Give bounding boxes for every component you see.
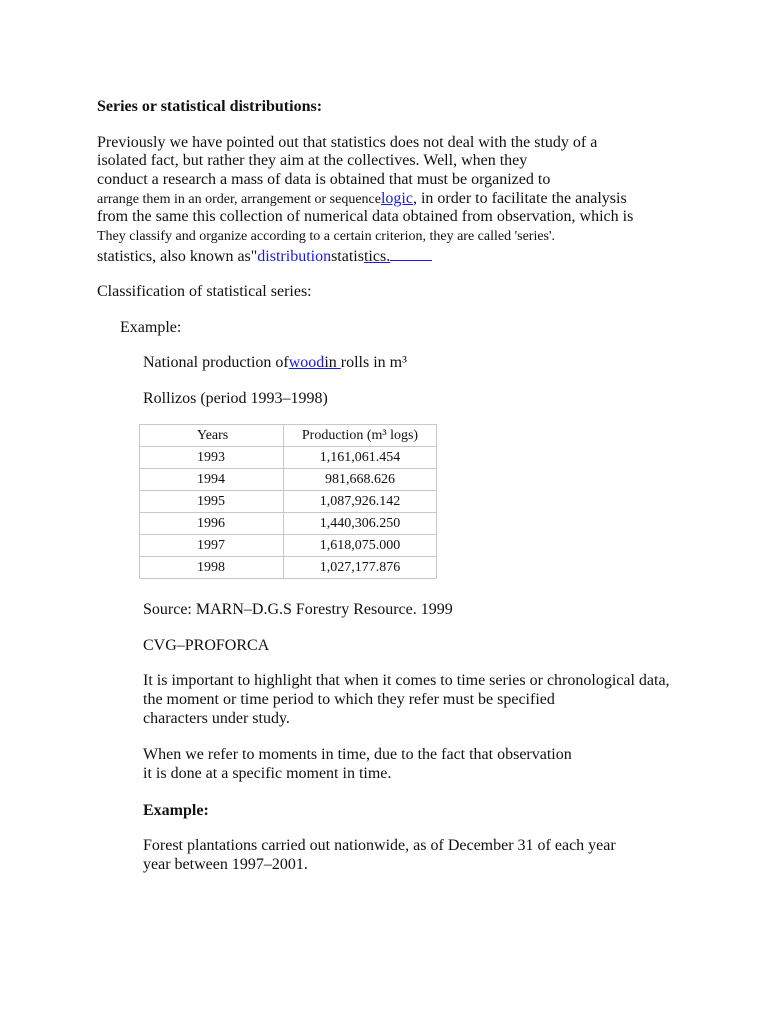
table-row: [140, 491, 437, 513]
classification-heading: Classification of statistical series:: [97, 283, 312, 300]
para2-line2: the moment or time period to which they refer must be specified: [143, 691, 555, 708]
para4-line2: year between 1997–2001.: [143, 856, 308, 873]
table-cell-production: 1,618,075.000: [284, 535, 437, 557]
table-cell-production: 1,161,061.454: [284, 447, 437, 469]
national-production-line: [143, 353, 407, 372]
table-row: [140, 535, 437, 557]
distribution-link[interactable]: distribution: [257, 248, 332, 265]
para4-line1: Forest plantations carried out nationwide, as of December 31 of each year: [143, 837, 616, 854]
example-label: Example:: [120, 319, 182, 336]
para1-line4-text: arrange them in an order, arrangement or sequence: [97, 192, 381, 207]
table-header-years: Years: [140, 425, 284, 447]
para1-line7-tics: tics.: [363, 248, 391, 265]
para1-line2: isolated fact, but rather they aim at the collectives. Well, when they: [97, 152, 528, 169]
underline-blank: [390, 246, 432, 261]
table-header-row: [140, 425, 437, 447]
table-cell-year: 1996: [140, 513, 284, 535]
table-row: [140, 469, 437, 491]
table-cell-production: 1,027,177.876: [284, 557, 437, 579]
para1-line5: from the same this collection of numerical data obtained from observation, which is: [97, 208, 634, 225]
table-cell-year: 1994: [140, 469, 284, 491]
para2-line3: characters under study.: [143, 710, 290, 727]
rollizos-caption: Rollizos (period 1993–1998): [143, 390, 328, 407]
para1-line6: They classify and organize according to a certain criterion, they are called 'series'.: [97, 229, 556, 244]
national-tail: rolls in m³: [340, 354, 407, 371]
table-row: [140, 557, 437, 579]
para1-line7: [97, 246, 432, 266]
national-text: National production of: [143, 354, 289, 371]
table-cell-year: 1998: [140, 557, 284, 579]
section-heading: Series or statistical distributions:: [97, 98, 323, 115]
table-row: [140, 447, 437, 469]
logic-link[interactable]: logic: [380, 190, 413, 207]
national-in: in: [324, 354, 341, 371]
para1-line1: Previously we have pointed out that statistics does not deal with the study of a: [97, 134, 598, 151]
table-cell-year: 1997: [140, 535, 284, 557]
table-header-production: Production (m³ logs): [284, 425, 437, 447]
table-row: [140, 513, 437, 535]
cvg-line: CVG–PROFORCA: [143, 637, 270, 654]
para1-line4: [97, 189, 627, 209]
table-cell-year: 1993: [140, 447, 284, 469]
production-table: [139, 424, 437, 579]
para3-line1: When we refer to moments in time, due to the fact that observation: [143, 746, 572, 763]
para3-line2: it is done at a specific moment in time.: [143, 765, 392, 782]
table-cell-production: 1,087,926.142: [284, 491, 437, 513]
table-cell-year: 1995: [140, 491, 284, 513]
para1-line3: conduct a research a mass of data is obtained that must be organized to: [97, 171, 551, 188]
table-cell-production: 981,668.626: [284, 469, 437, 491]
example-bold-label: Example:: [143, 802, 209, 819]
para2-line1: It is important to highlight that when it comes to time series or chronological data,: [143, 672, 670, 689]
para1-line4-tail: , in order to facilitate the analysis: [412, 190, 627, 207]
para1-line7-text: statistics, also known as": [97, 248, 258, 265]
para1-line7-statis: statis: [331, 248, 364, 265]
table-cell-production: 1,440,306.250: [284, 513, 437, 535]
wood-link[interactable]: wood: [288, 354, 325, 371]
source-line: Source: MARN–D.G.S Forestry Resource. 1999: [143, 601, 453, 618]
